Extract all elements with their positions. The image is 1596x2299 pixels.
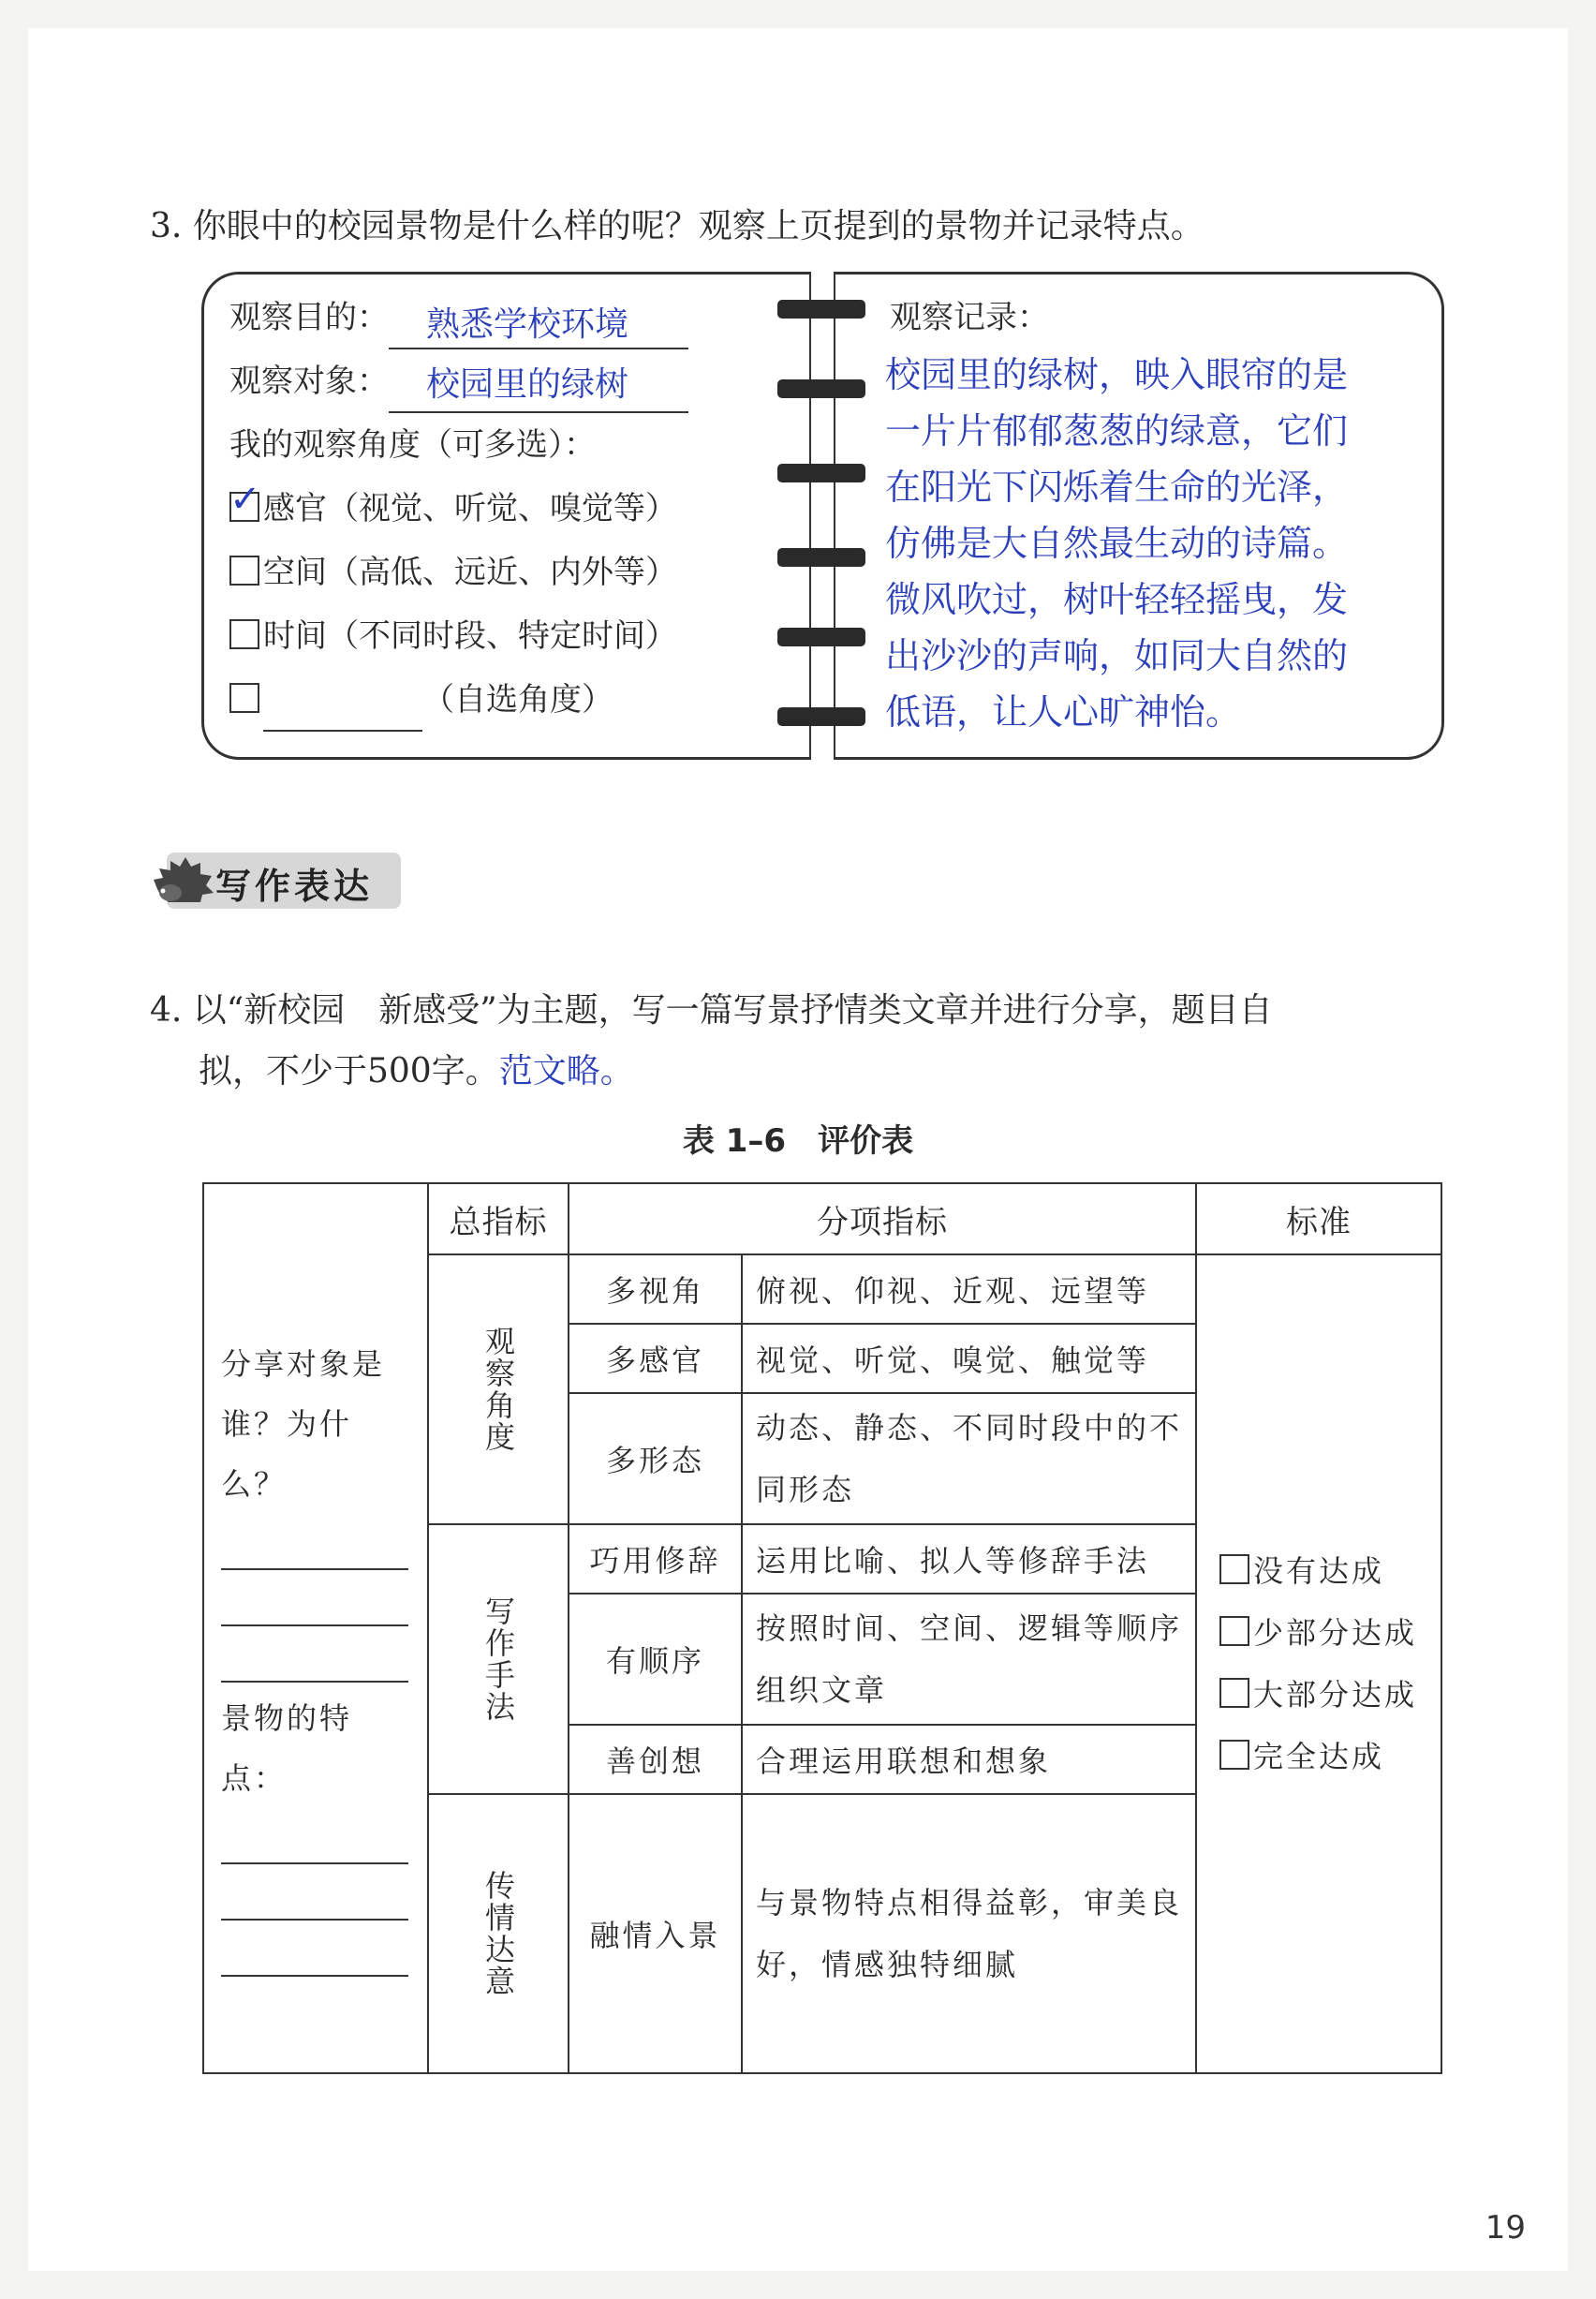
record-line: 一片片郁郁葱葱的绿意，它们 bbox=[885, 410, 1349, 452]
record-label: 观察记录： bbox=[890, 299, 1049, 336]
desc-cell: 俯视、仰视、近观、远望等 bbox=[742, 1254, 1196, 1324]
standard-option bbox=[1219, 1726, 1441, 1787]
question-4-line1: 4. 以“新校园 新感受”为主题，写一篇写景抒情类文章并进行分享，题目自 bbox=[150, 991, 1273, 1030]
option-label: 感官（视觉、听觉、嗅觉等） bbox=[263, 490, 677, 527]
hedgehog-icon bbox=[150, 855, 215, 908]
group-writing bbox=[428, 1524, 569, 1794]
standard-label: 大部分达成 bbox=[1253, 1677, 1418, 1713]
group-label: 传情达意 bbox=[480, 1870, 516, 1997]
header-sub: 分项指标 bbox=[569, 1183, 1196, 1254]
object-answer: 校园里的绿树 bbox=[426, 365, 629, 404]
desc-cell: 合理运用联想和想象 bbox=[742, 1725, 1196, 1794]
item-cell: 多形态 bbox=[569, 1393, 742, 1524]
table-caption: 表 1–6 评价表 bbox=[682, 1122, 914, 1160]
desc-cell: 运用比喻、拟人等修辞手法 bbox=[742, 1524, 1196, 1594]
answer-blank[interactable] bbox=[221, 1514, 408, 1570]
option-custom bbox=[229, 668, 791, 732]
answer-blank[interactable] bbox=[221, 1626, 408, 1683]
section-title: 写作表达 bbox=[215, 866, 374, 907]
object-row bbox=[229, 349, 791, 413]
record-content bbox=[885, 347, 1428, 740]
checkbox[interactable] bbox=[229, 683, 259, 713]
standard-label: 没有达成 bbox=[1253, 1553, 1385, 1589]
standard-option bbox=[1219, 1664, 1441, 1726]
checkbox[interactable] bbox=[229, 556, 259, 586]
purpose-label: 观察目的： bbox=[229, 299, 389, 336]
group-observation bbox=[428, 1254, 569, 1524]
check-mark-icon: ✓ bbox=[229, 478, 261, 521]
purpose-row bbox=[229, 286, 791, 349]
standard-label: 少部分达成 bbox=[1253, 1615, 1418, 1651]
option-label: 空间（高低、远近、内外等） bbox=[263, 554, 677, 591]
standard-label: 完全达成 bbox=[1253, 1739, 1385, 1774]
share-prompt: 分享对象是谁？为什么？ bbox=[221, 1346, 386, 1502]
desc-cell: 与景物特点相得益彰，审美良好，情感独特细腻 bbox=[742, 1794, 1196, 2073]
checkbox[interactable] bbox=[1219, 1740, 1249, 1770]
answer-blank[interactable] bbox=[221, 1808, 408, 1864]
item-cell: 多感官 bbox=[569, 1324, 742, 1393]
evaluation-table bbox=[202, 1182, 1442, 2074]
purpose-answer: 熟悉学校环境 bbox=[426, 305, 629, 344]
group-emotion bbox=[428, 1794, 569, 2073]
object-label: 观察对象： bbox=[229, 363, 389, 400]
option-time bbox=[229, 604, 791, 668]
option-label: （自选角度） bbox=[422, 681, 613, 719]
question-3: 3. 你眼中的校园景物是什么样的呢？观察上页提到的景物并记录特点。 bbox=[150, 207, 1204, 245]
checkbox[interactable] bbox=[1219, 1678, 1249, 1708]
notebook-left-content bbox=[229, 286, 791, 732]
feature-prompt: 景物的特点： bbox=[221, 1700, 353, 1796]
desc-cell: 按照时间、空间、逻辑等顺序组织文章 bbox=[742, 1594, 1196, 1725]
record-line: 低语，让人心旷神怡。 bbox=[885, 691, 1242, 733]
desc-cell: 动态、静态、不同时段中的不同形态 bbox=[742, 1393, 1196, 1524]
question-4-text: 拟，不少于500字。 bbox=[199, 1052, 499, 1090]
record-line: 在阳光下闪烁着生命的光泽， bbox=[885, 467, 1349, 508]
checkbox[interactable] bbox=[1219, 1554, 1249, 1584]
table-header-row bbox=[203, 1183, 1441, 1254]
header-standard: 标准 bbox=[1196, 1183, 1441, 1254]
angle-label: 我的观察角度（可多选）： bbox=[229, 426, 596, 464]
group-label: 写作手法 bbox=[480, 1595, 516, 1723]
item-cell: 有顺序 bbox=[569, 1594, 742, 1725]
record-line: 仿佛是大自然最生动的诗篇。 bbox=[885, 523, 1349, 564]
record-line: 校园里的绿树，映入眼帘的是 bbox=[885, 354, 1349, 395]
item-cell: 融情入景 bbox=[569, 1794, 742, 2073]
question-4-answer: 范文略。 bbox=[498, 1052, 634, 1090]
record-line: 微风吹过，树叶轻轻摇曳，发 bbox=[885, 579, 1349, 620]
option-space bbox=[229, 541, 791, 604]
header-total: 总指标 bbox=[428, 1183, 569, 1254]
item-cell: 善创想 bbox=[569, 1725, 742, 1794]
record-line: 出沙沙的声响，如同大自然的 bbox=[885, 635, 1349, 676]
standard-cell bbox=[1196, 1254, 1441, 2073]
answer-blank[interactable] bbox=[221, 1570, 408, 1626]
group-label: 观察角度 bbox=[480, 1326, 516, 1453]
purpose-underline bbox=[389, 305, 688, 349]
option-label: 时间（不同时段、特定时间） bbox=[263, 617, 677, 655]
section-header bbox=[150, 848, 403, 913]
desc-cell: 视觉、听觉、嗅觉、触觉等 bbox=[742, 1324, 1196, 1393]
checkbox[interactable] bbox=[229, 619, 259, 649]
option-senses bbox=[229, 477, 791, 541]
answer-blank[interactable] bbox=[221, 1864, 408, 1921]
page-number: 19 bbox=[1485, 2209, 1526, 2247]
standard-option bbox=[1219, 1602, 1441, 1664]
answer-blank[interactable] bbox=[221, 1921, 408, 1977]
checkbox-checked[interactable] bbox=[229, 478, 261, 522]
standard-option bbox=[1219, 1540, 1441, 1602]
checkbox[interactable] bbox=[1219, 1616, 1249, 1646]
object-underline bbox=[389, 365, 688, 413]
item-cell: 巧用修辞 bbox=[569, 1524, 742, 1594]
left-notes-column bbox=[203, 1183, 428, 2073]
item-cell: 多视角 bbox=[569, 1254, 742, 1324]
custom-angle-blank[interactable] bbox=[263, 692, 422, 732]
question-4-line2 bbox=[199, 1049, 634, 1094]
